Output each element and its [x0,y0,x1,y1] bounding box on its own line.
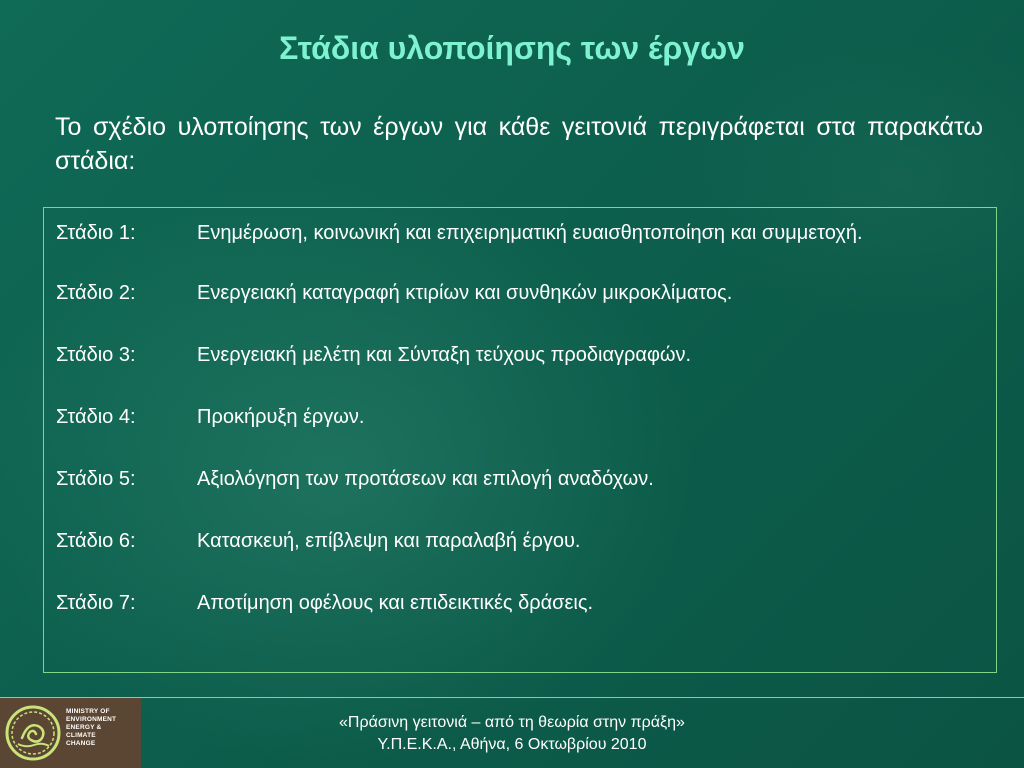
stage-row-2 [56,276,984,310]
intro-text: Το σχέδιο υλοποίησης των έργων για κάθε γειτονιά περιγράφεται στα παρακάτω στάδια: [55,113,983,175]
ministry-logo [0,698,141,768]
footer-text [141,712,883,756]
stage-text: Ενεργειακή καταγραφή κτιρίων και συνθηκών μικροκλίματος. [197,282,733,304]
stage-text: Ενημέρωση, κοινωνική και επιχειρηματική ευαισθητοποίηση και συμμετοχή. [197,222,863,244]
stage-text: Προκήρυξη έργων. [197,406,365,428]
footer-divider [0,697,1024,698]
stage-row-4 [56,400,984,434]
logo-line: ENVIRONMENT [66,716,117,723]
stage-label: Στάδιο 3: [56,344,136,366]
stage-label: Στάδιο 2: [56,282,136,304]
stage-row-3 [56,338,984,372]
slide-title: Στάδια υλοποίησης των έργων [279,30,745,66]
ministry-emblem-icon [0,698,66,768]
ministry-logo-text [66,698,116,768]
stage-label: Στάδιο 4: [56,406,136,428]
stage-text: Κατασκευή, επίβλεψη και παραλαβή έργου. [197,530,581,552]
stages-box [43,207,997,673]
stage-text: Αποτίμηση οφέλους και επιδεικτικές δράσεις. [197,592,594,614]
stage-label: Στάδιο 5: [56,468,136,490]
stage-label: Στάδιο 6: [56,530,136,552]
logo-line: CLIMATE [66,732,96,739]
footer-line-1: «Πράσινη γειτονιά – από τη θεωρία στην πράξη» [339,714,685,731]
footer-line-2: Υ.Π.Ε.Κ.Α., Αθήνα, 6 Οκτωβρίου 2010 [377,736,647,753]
stage-text: Ενεργειακή μελέτη και Σύνταξη τεύχους προδιαγραφών. [197,344,692,366]
logo-line: ENERGY & [66,724,102,731]
stage-text: Αξιολόγηση των προτάσεων και επιλογή αναδόχων. [197,468,654,490]
stage-label: Στάδιο 1: [56,222,136,244]
logo-line: MINISTRY OF [66,708,110,715]
stage-row-1 [56,216,984,250]
logo-line: CHANGE [66,740,96,747]
stage-row-6 [56,524,984,558]
stage-row-5 [56,462,984,496]
stage-row-7 [56,586,984,620]
stage-label: Στάδιο 7: [56,592,136,614]
